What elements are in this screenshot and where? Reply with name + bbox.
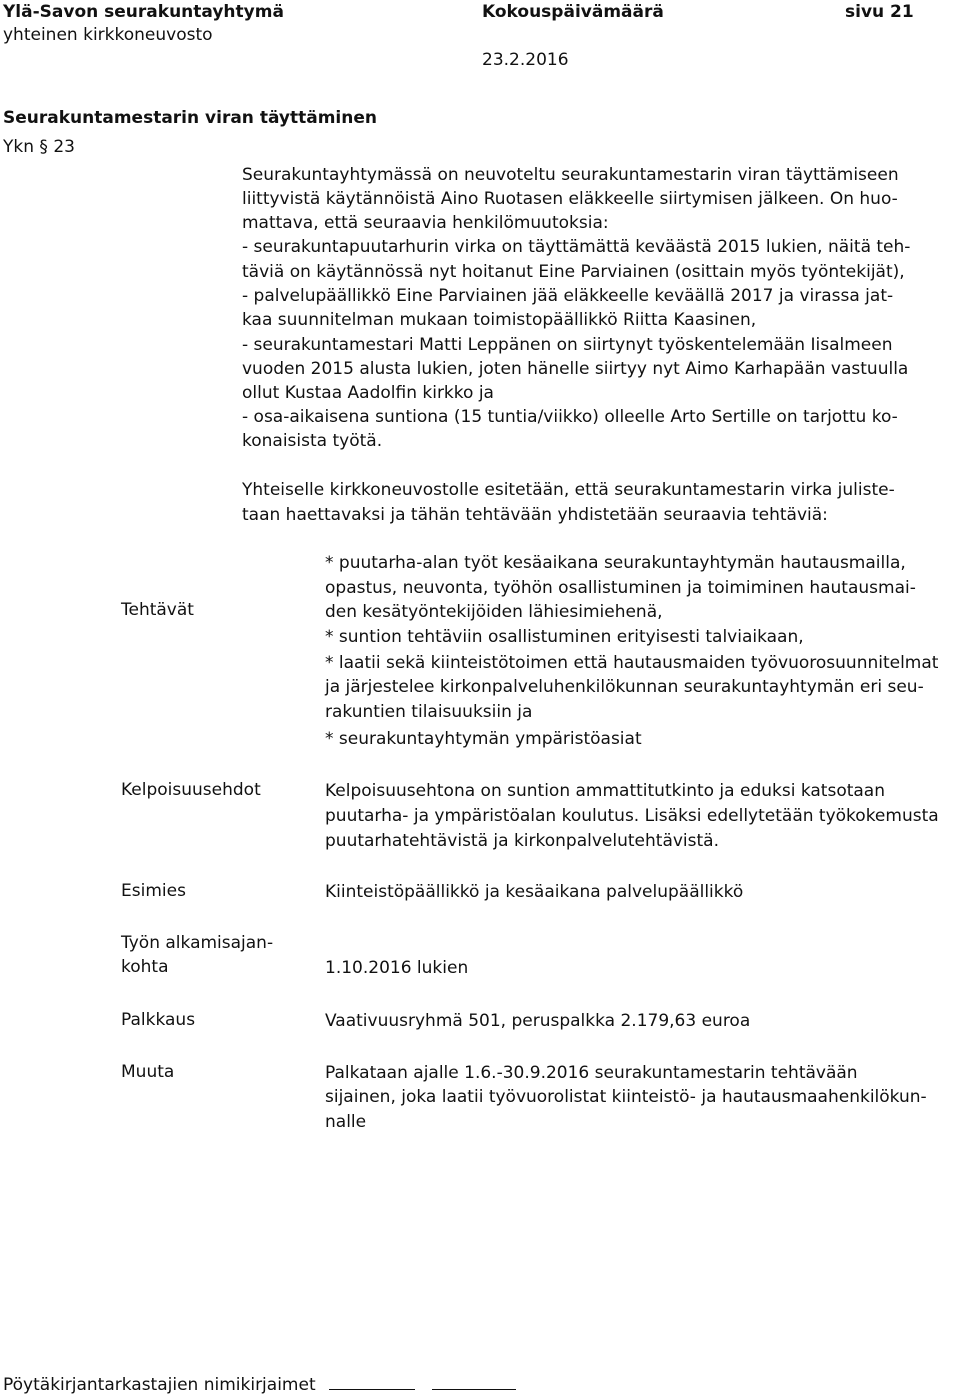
alkamis-label-line1: Työn alkamisajan- [121,933,274,953]
ykn-number: 23 [53,137,75,157]
paragraph-symbol: § [39,137,48,157]
alkamis-label-line2: kohta [121,957,169,977]
intro-line: täviä on käytännössä nyt hoitanut Eine Parviainen (osittain myös työntekijät), [242,262,905,282]
intro-line: ollut Kustaa Aadolfin kirkko ja [242,383,494,403]
kelpoisuus-line: puutarhatehtävistä ja kirkonpalvelutehtävistä. [325,831,719,851]
muuta-line: sijainen, joka laatii työvuorolistat kiinteistö- ja hautausmaahenkilökun- [325,1087,927,1107]
intro-line: - seurakuntamestari Matti Leppänen on siirtynyt työskentelemään Iisalmeen [242,335,893,355]
intro-line: - osa-aikaisena suntiona (15 tuntia/viikko) olleelle Arto Sertille on tarjottu ko- [242,407,898,427]
palkkaus-value: Vaativuusryhmä 501, peruspalkka 2.179,63 euroa [325,1011,751,1031]
kelpoisuus-line: Kelpoisuusehtona on suntion ammattitutkinto ja eduksi katsotaan [325,781,885,801]
proposal-line: Yhteiselle kirkkoneuvostolle esitetään, että seurakuntamestarin virka juliste- [242,480,895,500]
tehtavat-label: Tehtävät [121,600,194,620]
intro-line: - seurakuntapuutarhurin virka on täyttämättä keväästä 2015 lukien, näitä teh- [242,237,911,257]
tehtavat-line: * puutarha-alan työt kesäaikana seurakuntayhtymän hautausmailla, [325,553,906,573]
tehtavat-line: opastus, neuvonta, työhön osallistuminen ja toimiminen hautausmai- [325,578,916,598]
intro-line: mattava, että seuraavia henkilömuutoksia: [242,213,609,233]
muuta-line: Palkataan ajalle 1.6.-30.9.2016 seurakuntamestarin tehtävään [325,1063,858,1083]
palkkaus-label: Palkkaus [121,1010,196,1030]
doc-type: Kokouspäivämäärä [482,2,664,22]
proposal-line: taan haettavaksi ja tähän tehtävään yhdistetään seuraavia tehtäviä: [242,505,828,525]
esimies-value: Kiinteistöpäällikkö ja kesäaikana palvelupäällikkö [325,882,744,902]
kelpoisuus-label: Kelpoisuusehdot [121,780,261,800]
intro-line: liittyvistä käytännöistä Aino Ruotasen eläkkeelle siirtymisen jälkeen. On huo- [242,189,898,209]
intro-line: kaa suunnitelman mukaan toimistopäällikkö Riitta Kaasinen, [242,310,757,330]
intro-line: konaisista työtä. [242,431,383,451]
tehtavat-line: * laatii sekä kiinteistötoimen että hautausmaiden työvuorosuunnitelmat [325,653,939,673]
signature-line-1[interactable] [329,1375,415,1390]
muuta-label: Muuta [121,1062,175,1082]
section-title: Seurakuntamestarin viran täyttäminen [3,108,377,128]
section-number [3,137,75,157]
intro-line: Seurakuntayhtymässä on neuvoteltu seurakuntamestarin viran täyttämiseen [242,165,899,185]
tehtavat-line: * suntion tehtäviin osallistuminen erityisesti talviaikaan, [325,627,804,647]
unit-name: yhteinen kirkkoneuvosto [3,25,213,45]
tehtavat-line: den kesätyöntekijöiden lähiesimiehenä, [325,602,663,622]
alkamis-value: 1.10.2016 lukien [325,958,469,978]
ykn-prefix: Ykn [3,137,35,157]
tehtavat-line: * seurakuntayhtymän ympäristöasiat [325,729,642,749]
signature-line-2[interactable] [432,1375,516,1390]
tehtavat-line: ja järjestelee kirkonpalveluhenkilökunnan seurakuntayhtymän eri seu- [325,677,924,697]
esimies-label: Esimies [121,881,186,901]
kelpoisuus-line: puutarha- ja ympäristöalan koulutus. Lisäksi edellytetään työkokemusta [325,806,939,826]
page-number: sivu 21 [845,2,914,22]
muuta-line: nalle [325,1112,367,1132]
signature-label: Pöytäkirjantarkastajien nimikirjaimet [3,1375,316,1395]
meeting-date: 23.2.2016 [482,50,569,70]
tehtavat-line: rakuntien tilaisuuksiin ja [325,702,533,722]
footer-signatures [3,1375,516,1395]
intro-line: - palvelupäällikkö Eine Parviainen jää eläkkeelle keväällä 2017 ja virassa jat- [242,286,894,306]
intro-line: vuoden 2015 alusta lukien, joten hänelle siirtyy nyt Aimo Karhapään vastuulla [242,359,909,379]
organization-name: Ylä-Savon seurakuntayhtymä [3,2,284,22]
